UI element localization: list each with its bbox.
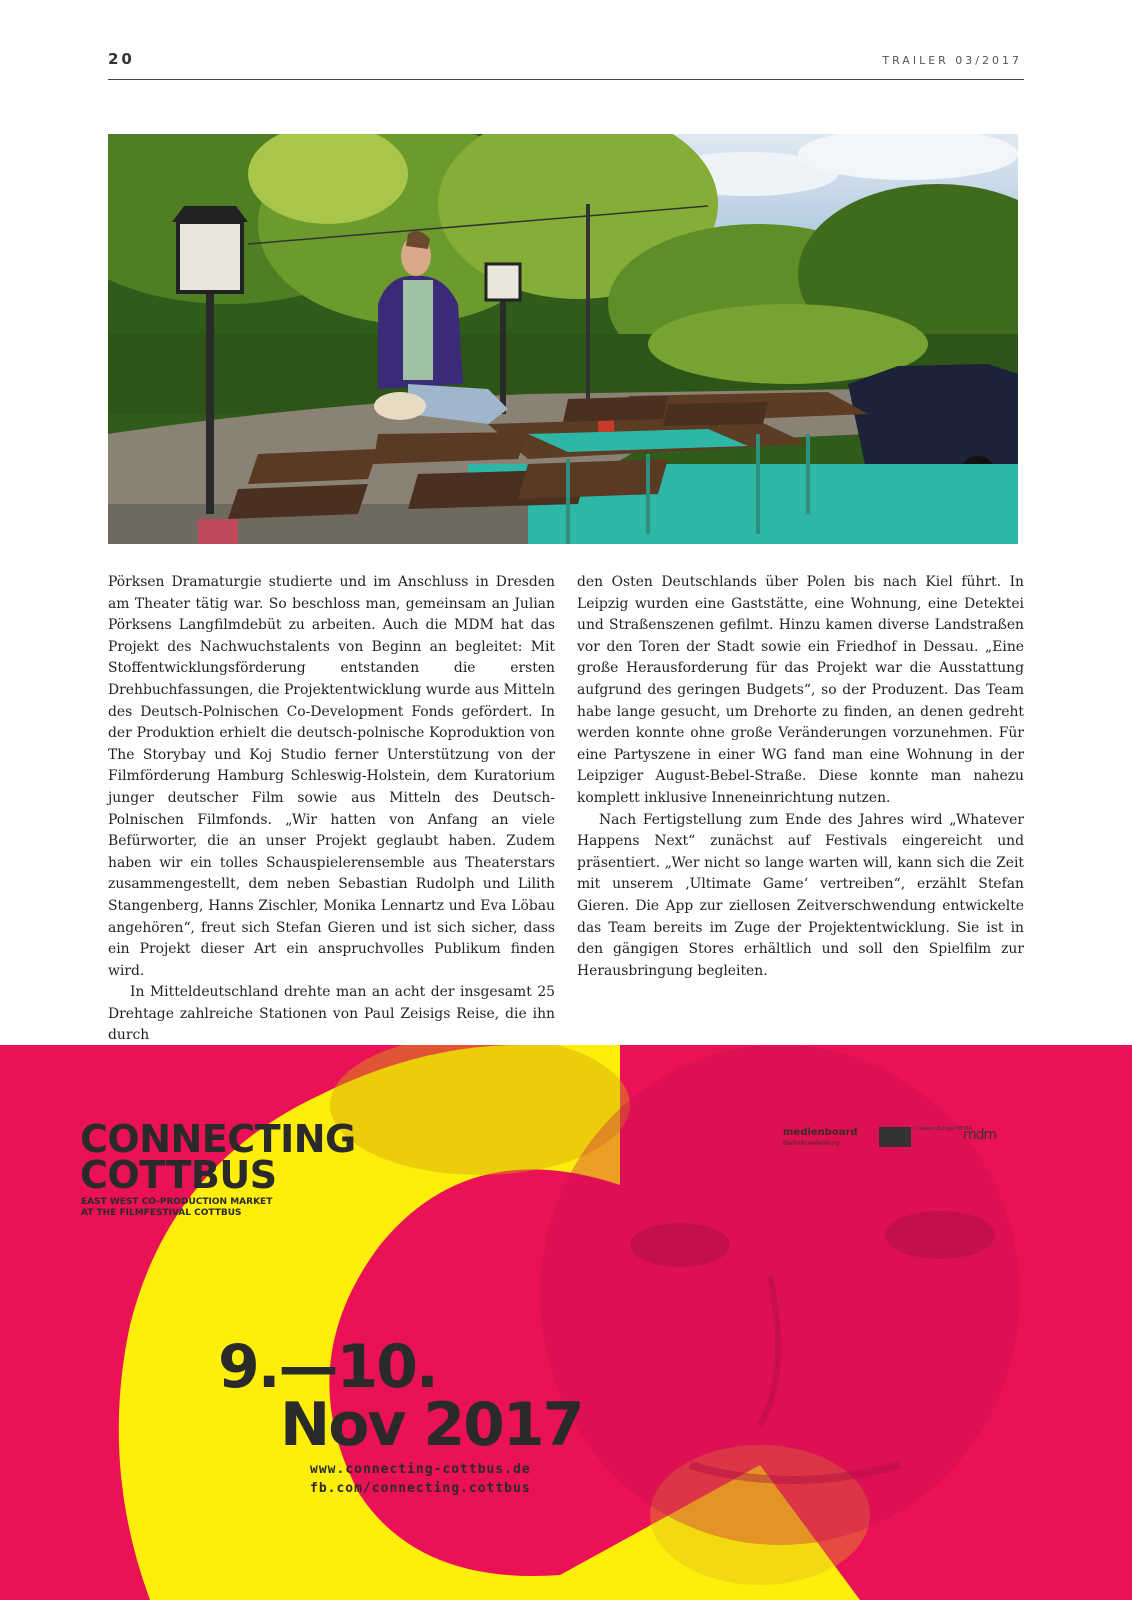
ad-subtitle-line: EAST WEST CO-PRODUCTION MARKET: [81, 1197, 273, 1207]
event-date-days: 9.—10.: [218, 1332, 437, 1402]
ad-title-line: CONNECTING: [80, 1117, 356, 1161]
connecting-cottbus-ad: [0, 1045, 1132, 1600]
ad-title-line: COTTBUS: [80, 1153, 277, 1197]
article-paragraph: Nach Fertigstellung zum Ende des Jahres wird „Whatever Happens Next“ zunächst auf Festivals eingereicht und präsentiert. „Wer nicht so lange warten will, kann sich die Zeit mit unserem ‚Ultimate Game‘ vertreiben“, erzählt Stefan Gieren. Die App zur ziellosen Zeitverschwendung entwickelte das Team bereits im Zuge der Projektentwicklung. Sie ist in den gängigen Stores erhältlich und soll den Spielfilm zur Herausbringung begleiten.: [577, 811, 1024, 979]
photo-illustration: [108, 134, 1018, 544]
event-date-month-year: Nov 2017: [280, 1390, 583, 1460]
page-number: 20: [108, 50, 135, 68]
creative-europe-logo: [879, 1127, 911, 1147]
article-paragraph: Pörksen Dramaturgie studierte und im Anschluss in Dresden am Theater tätig war. So beschloss man, gemeinsam an Julian Pörksens Langfilmdebüt zu arbeiten. Auch die MDM hat das Projekt des Nachwuchstalents von Beginn an begleitet: Mit Stoffentwicklungsförderung entstanden die ersten Drehbuchfassungen, die Projektentwicklung wurde aus Mitteln des Deutsch-Polnischen Co-Development Fonds gefördert. In der Produktion erhielt die deutsch-polnische Koproduktion von The Storybay und Koj Studio ferner Unterstützung von der Filmförderung Hamburg Schleswig-Holstein, dem Kuratorium junger deutscher Film sowie aus Mitteln des Deutsch-Polnischen Filmfonds. „Wir hatten von Anfang an viele Befürworter, die an unser Projekt geglaubt haben. Zudem haben wir ein tolles Schauspielerensemble aus Theaterstars zusammengestellt, dem neben Sebastian Rudolph und Lilith Stangenberg, Hanns Zischler, Monika Lennartz und Eva Löbau angehören“, freut sich Stefan Gieren und ist sich sicher, dass ein Projekt dieser Art ein anspruchvolles Publikum finden wird.: [108, 574, 555, 979]
ad-subtitle-line: AT THE FILMFESTIVAL COTTBUS: [81, 1208, 242, 1218]
article-column-left: [108, 572, 555, 1047]
medienboard-logo-subtext: BerlinBrandenburg: [783, 1140, 840, 1147]
medienboard-logo: [783, 1127, 858, 1149]
ad-subtitle: [81, 1197, 272, 1219]
website-link[interactable]: www.connecting-cottbus.de: [310, 1462, 531, 1477]
ad-links: [310, 1460, 531, 1498]
facebook-link[interactable]: fb.com/connecting.cottbus: [310, 1481, 531, 1496]
article-photo: [108, 134, 1018, 544]
header-rule: [108, 79, 1024, 80]
article-column-right: [577, 572, 1024, 982]
article-paragraph: den Osten Deutschlands über Polen bis nach Kiel führt. In Leipzig wurden eine Gaststätte, eine Wohnung, eine Detektei und Straßenszenen gefilmt. Hinzu kamen diverse Landstraßen vor den Toren der Stadt sowie ein Friedhof in Dessau. „Eine große Herausforderung für das Projekt war die Ausstattung aufgrund des geringen Budgets“, so der Produzent. Das Team habe lange gesucht, um Drehorte zu finden, an denen gedreht werden konnte ohne große Veränderungen vorzunehmen. Für eine Partyszene in einer WG fand man eine Wohnung in der Leipziger August-Bebel-Straße. Diese konnte man nahezu komplett inklusive Inneneinrichtung nutzen.: [577, 574, 1024, 806]
publication-title: TRAILER 03/2017: [882, 54, 1022, 67]
mdm-logo: mdm: [963, 1127, 997, 1143]
medienboard-logo-text: medienboard: [783, 1127, 858, 1138]
creative-europe-text: Creative Europe MEDIA: [914, 1126, 972, 1132]
ad-title: [80, 1117, 356, 1197]
article-paragraph: In Mitteldeutschland drehte man an acht der insgesamt 25 Drehtage zahlreiche Stationen von Paul Zeisigs Reise, die ihn durch: [108, 984, 555, 1044]
sponsor-logos: [783, 1127, 1053, 1157]
